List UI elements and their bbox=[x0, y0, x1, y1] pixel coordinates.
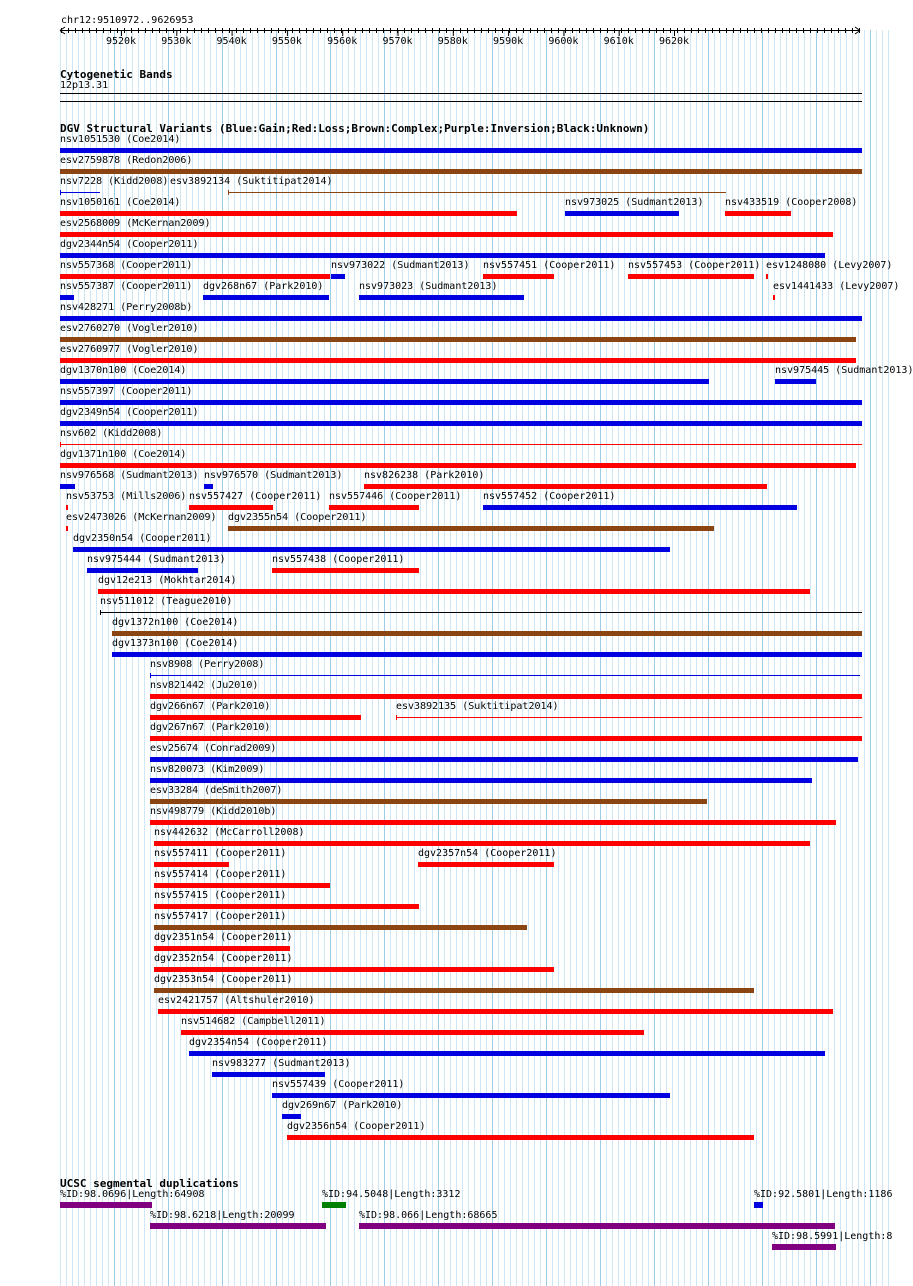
variant-label[interactable]: esv2473026 (McKernan2009) bbox=[66, 512, 217, 523]
variant-label[interactable]: nsv557427 (Cooper2011) bbox=[189, 491, 322, 502]
variant-bar[interactable] bbox=[228, 192, 726, 193]
variant-bar[interactable] bbox=[87, 568, 198, 573]
variant-label[interactable]: nsv557446 (Cooper2011) bbox=[329, 491, 462, 502]
variant-bar[interactable] bbox=[60, 444, 862, 445]
variant-bar[interactable] bbox=[60, 274, 330, 279]
variant-label[interactable]: esv25674 (Conrad2009) bbox=[150, 743, 277, 754]
variant-label[interactable]: nsv7228 (Kidd2008) bbox=[60, 176, 169, 187]
segdup-label[interactable]: %ID:98.5991|Length:8 bbox=[772, 1231, 893, 1242]
variant-label[interactable]: nsv973025 (Sudmant2013) bbox=[565, 197, 704, 208]
variant-bar[interactable] bbox=[483, 274, 554, 279]
ruler-tick-label: 9580k bbox=[437, 36, 468, 47]
variant-label[interactable]: dgv12e213 (Mokhtar2014) bbox=[98, 575, 237, 586]
variant-label[interactable]: dgv2353n54 (Cooper2011) bbox=[154, 974, 293, 985]
variant-label[interactable]: dgv2357n54 (Cooper2011) bbox=[418, 848, 557, 859]
variant-bar[interactable] bbox=[73, 547, 670, 552]
variant-bar[interactable] bbox=[60, 211, 517, 216]
variant-bar[interactable] bbox=[60, 232, 833, 237]
variant-label[interactable]: dgv1373n100 (Coe2014) bbox=[112, 638, 239, 649]
variant-label[interactable]: esv2568009 (McKernan2009) bbox=[60, 218, 211, 229]
variant-bar[interactable] bbox=[189, 1051, 825, 1056]
segdup-label[interactable]: %ID:98.066|Length:68665 bbox=[359, 1210, 498, 1221]
variant-bar[interactable] bbox=[272, 568, 419, 573]
variant-label[interactable]: nsv821442 (Ju2010) bbox=[150, 680, 259, 691]
variant-label[interactable]: esv3892135 (Suktitipat2014) bbox=[396, 701, 559, 712]
variant-bar[interactable] bbox=[775, 379, 816, 384]
segdup-label[interactable]: %ID:94.5048|Length:3312 bbox=[322, 1189, 461, 1200]
variant-label[interactable]: dgv1372n100 (Coe2014) bbox=[112, 617, 239, 628]
variant-bar[interactable] bbox=[60, 337, 856, 342]
variant-label[interactable]: dgv2352n54 (Cooper2011) bbox=[154, 953, 293, 964]
variant-bar[interactable] bbox=[418, 862, 554, 867]
variant-label[interactable]: nsv1051530 (Coe2014) bbox=[60, 134, 181, 145]
variant-bar[interactable] bbox=[154, 988, 754, 993]
variant-label[interactable]: esv33284 (deSmith2007) bbox=[150, 785, 283, 796]
variant-label[interactable]: nsv557397 (Cooper2011) bbox=[60, 386, 193, 397]
dgv-track-title: DGV Structural Variants (Blue:Gain;Red:Loss;Brown:Complex;Purple:Inversion;Black:Unknown) bbox=[60, 122, 650, 135]
variant-label[interactable]: esv2760270 (Vogler2010) bbox=[60, 323, 199, 334]
ruler-tick-label: 9550k bbox=[271, 36, 302, 47]
variant-bar[interactable] bbox=[272, 1093, 670, 1098]
variant-bar[interactable] bbox=[189, 505, 273, 510]
variant-bar[interactable] bbox=[212, 1072, 325, 1077]
variant-bar[interactable] bbox=[150, 675, 860, 676]
variant-bar[interactable] bbox=[60, 463, 856, 468]
variant-bar[interactable] bbox=[60, 400, 862, 405]
segdup-bar[interactable] bbox=[60, 1202, 152, 1208]
variant-label[interactable]: dgv267n67 (Park2010) bbox=[150, 722, 271, 733]
variant-bar[interactable] bbox=[282, 1114, 301, 1119]
variant-label[interactable]: nsv557415 (Cooper2011) bbox=[154, 890, 287, 901]
variant-label[interactable]: nsv557451 (Cooper2011) bbox=[483, 260, 616, 271]
variant-bar[interactable] bbox=[483, 505, 797, 510]
variant-bar[interactable] bbox=[154, 946, 290, 951]
variant-label[interactable]: nsv975444 (Sudmant2013) bbox=[87, 554, 226, 565]
variant-bar[interactable] bbox=[150, 820, 836, 825]
variant-bar[interactable] bbox=[98, 589, 810, 594]
variant-label[interactable]: dgv1370n100 (Coe2014) bbox=[60, 365, 187, 376]
variant-label[interactable]: nsv511012 (Teague2010) bbox=[100, 596, 233, 607]
variant-bar[interactable] bbox=[396, 717, 862, 718]
variant-bar[interactable] bbox=[150, 778, 812, 783]
variant-label[interactable]: dgv2356n54 (Cooper2011) bbox=[287, 1121, 426, 1132]
segdup-label[interactable]: %ID:98.0696|Length:64908 bbox=[60, 1189, 205, 1200]
variant-bar[interactable] bbox=[60, 192, 100, 193]
coordinate-ruler[interactable] bbox=[0, 0, 890, 60]
variant-bar[interactable] bbox=[154, 862, 229, 867]
variant-bar[interactable] bbox=[154, 925, 527, 930]
variant-label[interactable]: dgv268n67 (Park2010) bbox=[203, 281, 324, 292]
variant-label[interactable]: dgv269n67 (Park2010) bbox=[282, 1100, 403, 1111]
ruler-tick-label: 9570k bbox=[382, 36, 413, 47]
variant-label[interactable]: nsv8908 (Perry2008) bbox=[150, 659, 265, 670]
variant-bar[interactable] bbox=[158, 1009, 833, 1014]
variant-bar[interactable] bbox=[150, 757, 858, 762]
variant-bar[interactable] bbox=[154, 841, 810, 846]
variant-bar[interactable] bbox=[154, 904, 419, 909]
segdup-bar[interactable] bbox=[359, 1223, 835, 1229]
variant-bar[interactable] bbox=[565, 211, 679, 216]
ruler-tick-label: 9620k bbox=[658, 36, 690, 47]
variant-label[interactable]: nsv1050161 (Coe2014) bbox=[60, 197, 181, 208]
variant-label[interactable]: esv1441433 (Levy2007) bbox=[773, 281, 900, 292]
ruler-tick-label: 9540k bbox=[216, 36, 247, 47]
position-label: chr12:9510972..9626953 bbox=[61, 15, 194, 26]
variant-bar[interactable] bbox=[331, 274, 345, 279]
variant-label[interactable]: nsv826238 (Park2010) bbox=[364, 470, 485, 481]
variant-label[interactable]: nsv557417 (Cooper2011) bbox=[154, 911, 287, 922]
variant-label[interactable]: nsv557438 (Cooper2011) bbox=[272, 554, 405, 565]
variant-bar[interactable] bbox=[203, 295, 329, 300]
segdup-label[interactable]: %ID:98.6218|Length:20099 bbox=[150, 1210, 295, 1221]
variant-label[interactable]: esv2760977 (Vogler2010) bbox=[60, 344, 199, 355]
variant-label[interactable]: nsv983277 (Sudmant2013) bbox=[212, 1058, 351, 1069]
variant-label[interactable]: nsv433519 (Cooper2008) bbox=[725, 197, 858, 208]
variant-label[interactable]: nsv976570 (Sudmant2013) bbox=[204, 470, 343, 481]
variant-bar[interactable] bbox=[359, 295, 524, 300]
variant-label[interactable]: nsv53753 (Mills2006) bbox=[66, 491, 187, 502]
variant-bar[interactable] bbox=[60, 148, 862, 153]
variant-label[interactable]: dgv2355n54 (Cooper2011) bbox=[228, 512, 367, 523]
variant-label[interactable]: nsv514682 (Campbell2011) bbox=[181, 1016, 326, 1027]
variant-bar[interactable] bbox=[112, 631, 862, 636]
segdup-bar[interactable] bbox=[754, 1202, 763, 1208]
variant-bar[interactable] bbox=[228, 526, 714, 531]
ruler-tick-label: 9610k bbox=[603, 36, 634, 47]
variant-bar[interactable] bbox=[150, 694, 862, 699]
variant-label[interactable]: dgv2354n54 (Cooper2011) bbox=[189, 1037, 328, 1048]
variant-bar[interactable] bbox=[154, 883, 330, 888]
variant-bar[interactable] bbox=[60, 358, 856, 363]
ruler-tick-label: 9530k bbox=[161, 36, 192, 47]
variant-bar[interactable] bbox=[60, 316, 862, 321]
variant-label[interactable]: dgv2344n54 (Cooper2011) bbox=[60, 239, 199, 250]
variant-bar[interactable] bbox=[60, 484, 75, 489]
variant-bar[interactable] bbox=[60, 379, 709, 384]
variant-label[interactable]: nsv557368 (Cooper2011) bbox=[60, 260, 193, 271]
variant-bar[interactable] bbox=[287, 1135, 754, 1140]
variant-label[interactable]: nsv976568 (Sudmant2013) bbox=[60, 470, 199, 481]
segdup-bar[interactable] bbox=[322, 1202, 346, 1208]
variant-label[interactable]: esv3892134 (Suktitipat2014) bbox=[170, 176, 333, 187]
variant-label[interactable]: nsv498779 (Kidd2010b) bbox=[150, 806, 277, 817]
variant-label[interactable]: dgv2350n54 (Cooper2011) bbox=[73, 533, 212, 544]
variant-label[interactable]: esv2421757 (Altshuler2010) bbox=[158, 995, 315, 1006]
variant-label[interactable]: esv2759878 (Redon2006) bbox=[60, 155, 193, 166]
cytoband-line bbox=[60, 101, 862, 102]
variant-label[interactable]: dgv266n67 (Park2010) bbox=[150, 701, 271, 712]
variant-bar[interactable] bbox=[773, 295, 775, 300]
variant-bar[interactable] bbox=[60, 253, 825, 258]
segdup-bar[interactable] bbox=[772, 1244, 836, 1250]
variant-bar[interactable] bbox=[154, 967, 554, 972]
variant-label[interactable]: nsv975445 (Sudmant2013) bbox=[775, 365, 913, 376]
variant-label[interactable]: esv1248080 (Levy2007) bbox=[766, 260, 893, 271]
variant-bar[interactable] bbox=[150, 799, 707, 804]
variant-bar[interactable] bbox=[329, 505, 419, 510]
variant-label[interactable]: nsv973023 (Sudmant2013) bbox=[359, 281, 498, 292]
variant-bar[interactable] bbox=[100, 612, 862, 613]
ruler-tick-label: 9590k bbox=[493, 36, 524, 47]
segdup-bar[interactable] bbox=[150, 1223, 326, 1229]
variant-label[interactable]: nsv557452 (Cooper2011) bbox=[483, 491, 616, 502]
cytoband-line bbox=[60, 93, 862, 94]
cytoband-label[interactable]: 12p13.31 bbox=[60, 80, 109, 91]
segdup-label[interactable]: %ID:92.5801|Length:1186 bbox=[754, 1189, 893, 1200]
variant-bar[interactable] bbox=[628, 274, 754, 279]
variant-bar[interactable] bbox=[204, 484, 213, 489]
variant-bar[interactable] bbox=[150, 715, 361, 720]
variant-label[interactable]: nsv973022 (Sudmant2013) bbox=[331, 260, 470, 271]
variant-bar[interactable] bbox=[112, 652, 862, 657]
ruler-tick-label: 9560k bbox=[327, 36, 358, 47]
variant-bar[interactable] bbox=[725, 211, 791, 216]
variant-label[interactable]: nsv602 (Kidd2008) bbox=[60, 428, 163, 439]
variant-bar[interactable] bbox=[364, 484, 767, 489]
variant-label[interactable]: nsv557387 (Cooper2011) bbox=[60, 281, 193, 292]
variant-label[interactable]: nsv428271 (Perry2008b) bbox=[60, 302, 193, 313]
variant-label[interactable]: nsv557453 (Cooper2011) bbox=[628, 260, 761, 271]
variant-bar[interactable] bbox=[150, 736, 862, 741]
variant-label[interactable]: nsv820073 (Kim2009) bbox=[150, 764, 265, 775]
segdup-track-title: UCSC segmental duplications bbox=[60, 1177, 239, 1190]
cytoband-track-title: Cytogenetic Bands bbox=[60, 68, 173, 81]
variant-label[interactable]: nsv557411 (Cooper2011) bbox=[154, 848, 287, 859]
variant-bar[interactable] bbox=[181, 1030, 644, 1035]
variant-bar[interactable] bbox=[60, 169, 862, 174]
variant-label[interactable]: dgv1371n100 (Coe2014) bbox=[60, 449, 187, 460]
variant-label[interactable]: dgv2351n54 (Cooper2011) bbox=[154, 932, 293, 943]
variant-bar[interactable] bbox=[66, 505, 68, 510]
variant-label[interactable]: nsv557414 (Cooper2011) bbox=[154, 869, 287, 880]
variant-label[interactable]: nsv442632 (McCarroll2008) bbox=[154, 827, 305, 838]
variant-bar[interactable] bbox=[60, 295, 74, 300]
variant-label[interactable]: dgv2349n54 (Cooper2011) bbox=[60, 407, 199, 418]
variant-label[interactable]: nsv557439 (Cooper2011) bbox=[272, 1079, 405, 1090]
variant-bar[interactable] bbox=[766, 274, 768, 279]
ruler-tick-label: 9520k bbox=[105, 36, 137, 47]
variant-bar[interactable] bbox=[66, 526, 68, 531]
variant-bar[interactable] bbox=[60, 421, 862, 426]
ruler-tick-label: 9600k bbox=[548, 36, 579, 47]
